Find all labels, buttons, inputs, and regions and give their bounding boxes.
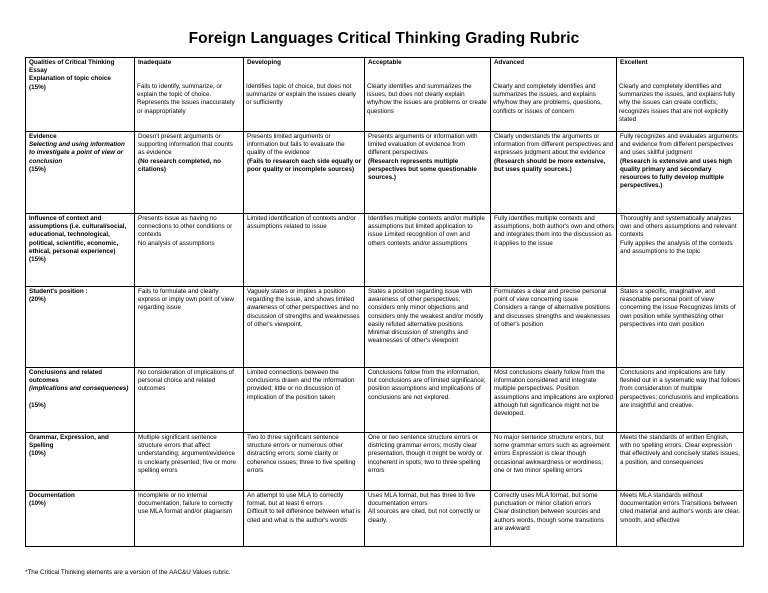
header-inadequate: Inadequate [135, 58, 244, 132]
rating-note: (Research represents multiple perspectives but some questionable sources.) [368, 157, 477, 182]
rating-cell: Limited connections between the conclusions drawn and the information provided; little or no discussion of implication of the position taken [244, 368, 365, 433]
rating-cell [365, 132, 491, 214]
rating-cell: Conclusions and implications are fully fleshed out in a systematic way that follows from consideration of multiple perspectives; conclusions and implications are insightful and creative. [617, 368, 744, 433]
header-developing: Developing [244, 58, 365, 132]
rating-cell: No major sentence structure errors, but some grammar errors such as agreement errors Expression is clear though occasional awkwardness or wordiness; one or two minor spelling errors [491, 433, 617, 491]
rating-cell [244, 491, 365, 547]
rating-note: (Research should be more extensive, but uses quality sources.) [494, 157, 606, 173]
rating-cell [135, 132, 244, 214]
rating-cell: Fails to formulate and clearly express or imply own point of view regarding issue [135, 287, 244, 368]
rating-text: Considers a range of alternative positions and discusses strengths and weaknesses of other's position [494, 304, 611, 328]
header-excellent: Excellent [617, 58, 744, 132]
rating-text: Correctly uses MLA format, but some punctuation or minor citation errors [494, 492, 598, 508]
header-acceptable: Acceptable [365, 58, 491, 132]
rating-text: Clearly and completely identifies and summarizes the issues, and explains why/how they are problems, questions, conflicts or issues of concern [493, 83, 602, 115]
rating-text: Clear distinction between sources and authors words, though some transitions are awkward [494, 508, 604, 532]
rating-cell: Meets the standards of written English, with no spelling errors. Clear expression that effectively and concisely states issues, a position, and consequences [617, 433, 744, 491]
rating-cell: Limited identification of contexts and/or assumptions related to issue [244, 214, 365, 287]
rating-text: Fully applies the analysis of the contexts and assumptions to the topic [620, 239, 733, 255]
rating-cell: States a specific, imaginative, and reasonable personal point of view concerning the issue Recognizes limits of own position while synthesizing other perspectives into own position [617, 287, 744, 368]
rating-text: Clearly identifies and summarizes the issues, but does not clearly explain why/how the issues are problems or create questions [367, 83, 487, 115]
criterion-subtitle: (implications and consequences) [29, 385, 129, 393]
rating-text: Difficult to tell difference between what is cited and what is the author's words [247, 508, 361, 524]
table-row [26, 214, 744, 287]
rating-cell [617, 132, 744, 214]
rating-text: Thoroughly and systematically analyzes own and others assumptions and relevant contexts [620, 215, 737, 239]
rating-text: Uses MLA format, but has three to five documentation errors [368, 492, 476, 508]
rubric-table [25, 57, 744, 547]
criterion-cell [26, 214, 135, 287]
rating-cell [491, 491, 617, 547]
rating-cell: One or two sentence structure errors or districting grammar errors; mostly clear presentation, though it might be wordy or incoherent in spots; two to three spelling errors [365, 433, 491, 491]
rating-text: Fails to identify, summarize, or explain the topic of choice. Represents the issues inaccurately or inappropriately [137, 83, 235, 115]
criterion-cell [26, 132, 135, 214]
criterion-weight: (20%) [29, 296, 46, 304]
criterion-weight: (15%) [29, 401, 46, 409]
criterion-label: Explanation of topic choice [29, 75, 111, 83]
rating-note: (No research completed, no citations) [138, 157, 221, 173]
header-criteria-label: Qualities of Critical Thinking Essay [29, 59, 115, 75]
criterion-cell [26, 491, 135, 547]
rating-text: Presents issue as having no connections to other conditions or contexts [138, 215, 233, 239]
page-title: Foreign Languages Critical Thinking Grading Rubric [188, 30, 580, 47]
rating-cell: Conclusions follow from the information, but conclusions are of limited significance; position assumptions and implications of conclusions are not explored. [365, 368, 491, 433]
criterion-label: Student's position : [29, 288, 88, 295]
criterion-label: Conclusions and related outcomes [29, 369, 103, 385]
rating-text: Clearly understands the arguments or information from different perspectives and expresses judgment about the evidence [494, 133, 614, 157]
criterion-weight: (15%) [29, 165, 46, 173]
criterion-label: Grammar, Expression, and Spelling [29, 434, 109, 450]
footnote: *The Critical Thinking elements are a version of the AAC&U Values rubric. [25, 569, 231, 576]
rating-text: Presents limited arguments or information but fails to evaluate the quality of the evidence [247, 133, 345, 157]
header-row [26, 58, 744, 132]
criterion-label: Documentation [29, 492, 75, 499]
rating-text: Formulates a clear and precise personal point of view concerning issue [494, 288, 607, 304]
rating-note: (Research is extensive and uses high quality primary and secondary resources to fully develop multiple perspectives.) [620, 157, 732, 190]
rating-cell: Meets MLA standards without documentation errors Transitions between cited material and author's words are clear, smooth, and effective [617, 491, 744, 547]
rating-text: Doesn't present arguments or supporting information that counts as evidence [138, 133, 233, 157]
rating-cell [491, 132, 617, 214]
criterion-weight: (15%) [29, 256, 46, 264]
header-advanced: Advanced [491, 58, 617, 132]
criterion-weight: (15%) [29, 83, 46, 91]
rating-text: Minimal discussion of strengths and weaknesses of other's viewpoint [368, 329, 468, 345]
rating-text: Identifies topic of choice, but does not summarize or explain the issues clearly or sufficiently [246, 83, 356, 107]
table-row [26, 368, 744, 433]
criterion-weight: (10%) [29, 450, 46, 458]
criterion-label: Influence of context and assumptions (i.e. cultural/social, educational, technological, political, scientific, economic, ethical, personal experience) [29, 215, 127, 255]
rating-text: States a position regarding issue with awareness of other perspectives; considers only minor objections and considers only the weakest and/or mostly easily refuted alternative positions [368, 288, 484, 328]
rating-cell: Identifies multiple contexts and/or multiple assumptions but limited application to issue Limited recognition of own and others contexts and/or assumptions [365, 214, 491, 287]
criterion-cell [26, 368, 135, 433]
rating-cell: Two to three significant sentence structure errors or numerous other distracting errors; some clarity or coherence issues; three to five spelling errors [244, 433, 365, 491]
table-row [26, 491, 744, 547]
table-row [26, 287, 744, 368]
rating-cell [365, 287, 491, 368]
rating-cell: Incomplete or no internal documentation, failure to correctly use MLA format and/or plagiarism [135, 491, 244, 547]
rating-note: (Fails to research each side equally or poor quality or incomplete sources) [247, 157, 362, 173]
rating-text: All sources are cited, but not correctly or clearly. [368, 508, 481, 524]
rating-text: Fully recognizes and evaluates arguments and evidence from different perspectives and uses skillful judgment [620, 133, 738, 157]
criterion-cell [26, 287, 135, 368]
rating-cell [491, 287, 617, 368]
rating-cell [135, 214, 244, 287]
criterion-weight: (10%) [29, 500, 46, 508]
rating-cell: Fully identifies multiple contexts and assumptions, both author's own and others and integrates them into the discussion as it applies to the issue [491, 214, 617, 287]
rating-text: No analysis of assumptions [138, 239, 215, 247]
header-criteria [26, 58, 135, 132]
table-row [26, 132, 744, 214]
rating-cell: Most conclusions clearly follow from the information considered and integrate multiple perspectives. Position assumptions and implications are explored although full significance might not be developed. [491, 368, 617, 433]
table-row [26, 433, 744, 491]
rating-cell [365, 491, 491, 547]
criterion-label: Evidence [29, 133, 57, 140]
criterion-cell [26, 433, 135, 491]
rating-cell: No consideration of implications of personal choice and related outcomes [135, 368, 244, 433]
rating-cell: Multiple significant sentence structure errors that affect understanding; argument/evidence is unclearly presented; five or more spelling errors [135, 433, 244, 491]
rating-cell [244, 132, 365, 214]
rating-text: Clearly and completely identifies and summarizes the issues, and explains fully why the issues can create conflicts; recognizes issues that are not explicitly stated [619, 83, 735, 123]
rating-cell: Vaguely states or implies a position regarding the issue, and shows limited awareness of other perspectives and no discussion of strengths and weaknesses of other's viewpoint. [244, 287, 365, 368]
rating-text: Presents arguments or information with limited evaluation of evidence from different perspectives [368, 133, 478, 157]
criterion-subtitle: Selecting and using information to investigate a point of view or conclusion [29, 141, 125, 165]
rating-text: An attempt to use MLA to correctly format, but at least 6 errors [247, 492, 344, 508]
rating-cell [617, 214, 744, 287]
